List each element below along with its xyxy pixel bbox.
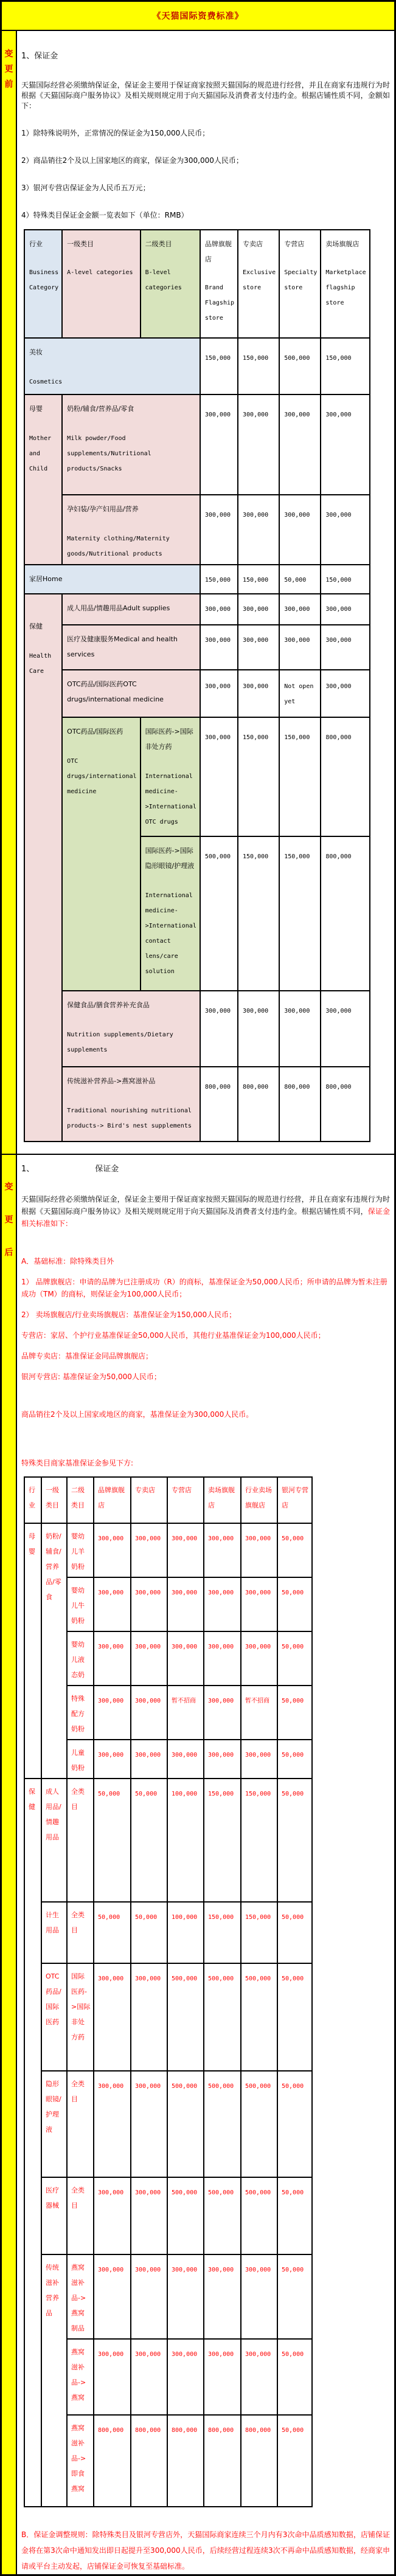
value-cell: 300,000: [241, 2339, 277, 2415]
category-cell: 医疗及健康服务Medical and health services: [62, 625, 200, 670]
header-cell: 一级类目: [41, 1477, 67, 1523]
multi-country-note: 商品销往2个及以上国家或地区的商家，基准保证金为300,000人民币。: [21, 1410, 254, 1419]
table-row: [24, 1963, 312, 2071]
value-cell: 150,000: [238, 717, 279, 836]
value-cell: 50,000: [94, 1902, 131, 1963]
header-cell: 专卖店 Exclusive store: [238, 230, 279, 338]
value-cell: 50,000: [277, 1686, 312, 1740]
value-cell: 300,000: [200, 394, 238, 495]
deposit-intro: [21, 1193, 390, 1230]
category-cell: 孕妇装/孕产妇用品/营养 Maternity clothing/Maternity goods/Nutritional products: [62, 495, 200, 565]
value-cell: 50,000: [277, 1779, 312, 1902]
rule-a-line-2: 2） 卖场旗舰店/行业卖场旗舰店：基准保证金为150,000人民币；: [21, 1310, 237, 1319]
table-row: [24, 670, 370, 717]
table-row: [24, 594, 370, 625]
table-row: [24, 1067, 370, 1142]
table-header-row: [24, 1477, 312, 1523]
rule-a-line-1: 1） 品牌旗舰店：申请的品牌为已注册成功（R）的商标，基准保证金为50,000人民币；所申请的品牌为暂未注册成功（TM）的商标，则保证金为100,000人民币；: [21, 1278, 387, 1298]
value-cell: 500,000: [167, 1963, 204, 2071]
value-cell: 300,000: [321, 394, 369, 495]
section-after-change: [2, 1155, 394, 2574]
value-cell: 300,000: [204, 1631, 241, 1686]
value-cell: 300,000: [241, 1740, 277, 1779]
value-cell: 800,000: [321, 717, 369, 836]
category-cell: 保健食品/膳食营养补充食品 Nutrition supplements/Dietary supplements: [62, 991, 200, 1067]
value-cell: 800,000: [321, 836, 369, 991]
a-level-cell: 传统滋补营养品: [41, 2254, 67, 2507]
b-level-cell: 燕窝滋补品->即食燕窝: [67, 2415, 94, 2507]
table-row: [24, 2071, 312, 2177]
change-marker-before: [2, 31, 17, 1154]
value-cell: 300,000: [131, 1631, 167, 1686]
category-cell: OTC药品/国际医药OTC drugs/international medicine: [62, 670, 200, 717]
value-cell: 300,000: [167, 2339, 204, 2415]
value-cell: 300,000: [131, 1740, 167, 1779]
category-cell: 家居Home: [24, 565, 200, 594]
value-cell: 800,000: [94, 2415, 131, 2507]
value-cell: 800,000: [167, 2415, 204, 2507]
marker-char: 前: [4, 80, 13, 89]
table-row: [24, 565, 370, 594]
header-cell: 专卖店: [131, 1477, 167, 1523]
table-row: [24, 1523, 312, 1577]
deposit-item-2: 2）商品销往2个及以上国家地区的商家，保证金为300,000人民币；: [21, 156, 243, 165]
value-cell: 50,000: [277, 2177, 312, 2254]
value-cell: 300,000: [238, 625, 279, 670]
value-cell: 300,000: [94, 1740, 131, 1779]
value-cell: 800,000: [200, 1067, 238, 1142]
value-cell: 300,000: [200, 495, 238, 565]
header-cell: 二级类目: [67, 1477, 94, 1523]
value-cell: 300,000: [200, 991, 238, 1067]
table-header-row: [24, 230, 370, 338]
value-cell: 300,000: [131, 1523, 167, 1577]
value-cell: 800,000: [238, 1067, 279, 1142]
value-cell: 300,000: [131, 2177, 167, 2254]
value-cell: 150,000: [321, 338, 369, 394]
value-cell: 500,000: [241, 2177, 277, 2254]
value-cell: 300,000: [238, 495, 279, 565]
value-cell: 300,000: [131, 1577, 167, 1631]
value-cell: 50,000: [277, 1523, 312, 1577]
rule-a-title: A．基础标准：除特殊类目外: [21, 1257, 114, 1266]
marker-char: 后: [4, 1248, 13, 1258]
table-row: [24, 625, 370, 670]
b-level-cell: 儿童奶粉: [67, 1740, 94, 1779]
value-cell: 300,000: [241, 1577, 277, 1631]
table-row: [24, 495, 370, 565]
table-row: [24, 1902, 312, 1963]
industry-cell: 母婴: [24, 1523, 41, 1779]
b-level-cell: 特殊配方奶粉: [67, 1686, 94, 1740]
see-below-note: 特殊类目商家基准保证金参见下方:: [21, 1459, 134, 1467]
value-cell: 150,000: [200, 338, 238, 394]
value-cell: 150,000: [200, 565, 238, 594]
value-cell: 300,000: [94, 2177, 131, 2254]
value-cell: 300,000: [200, 670, 238, 717]
b-level-cell: 燕窝滋补品->燕窝: [67, 2339, 94, 2415]
value-cell: 300,000: [204, 2254, 241, 2339]
value-cell: 300,000: [94, 1963, 131, 2071]
header-cell: 卖场旗舰店: [204, 1477, 241, 1523]
rule-a-line-4: 品牌专卖店：基准保证金同品牌旗舰店；: [21, 1352, 153, 1360]
value-cell: 300,000: [321, 670, 369, 717]
value-cell: 50,000: [277, 1902, 312, 1963]
b-level-cell: 燕窝滋补品->燕窝制品: [67, 2254, 94, 2339]
value-cell: 50,000: [131, 1902, 167, 1963]
value-cell: 500,000: [204, 2177, 241, 2254]
b-level-cell: 全类目: [67, 1779, 94, 1902]
table-row: [24, 991, 370, 1067]
value-cell: 300,000: [131, 1963, 167, 2071]
value-cell: 500,000: [241, 1963, 277, 2071]
value-cell: 300,000: [321, 625, 369, 670]
fee-table-before: [24, 229, 370, 1142]
marker-char: 更: [4, 64, 13, 74]
table-row: [24, 717, 370, 836]
heading-text: 保证金: [95, 1165, 119, 1174]
value-cell: 500,000: [167, 2177, 204, 2254]
value-cell: 300,000: [238, 670, 279, 717]
category-cell: 传统滋补营养品->燕窝滋补品 Traditional nourishing nutritional products-> Bird's nest supplements: [62, 1067, 200, 1142]
b-level-cell: 全类目: [67, 1902, 94, 1963]
value-cell: 800,000: [241, 2415, 277, 2507]
value-cell: 150,000: [279, 836, 321, 991]
category-cell: 美妆 Cosmetics: [24, 338, 200, 394]
value-cell: 暂不招商: [241, 1686, 277, 1740]
marker-char: 变: [4, 49, 13, 59]
value-cell: 800,000: [204, 2415, 241, 2507]
value-cell: 300,000: [167, 1523, 204, 1577]
value-cell: 150,000: [204, 1779, 241, 1902]
industry-cell: 保健: [24, 1779, 41, 2507]
deposit-heading: 1、保证金: [21, 52, 58, 61]
value-cell: 100,000: [167, 1902, 204, 1963]
rule-a-line-3: 专营店：家居、个护行业基准保证金50,000人民币，其他行业基准保证金为100,000人民币；: [21, 1331, 325, 1340]
value-cell: 300,000: [200, 717, 238, 836]
table-row: [24, 1577, 312, 1631]
value-cell: 300,000: [167, 1740, 204, 1779]
table-row: [24, 2254, 312, 2339]
title-bar: [2, 2, 394, 31]
value-cell: 300,000: [204, 1686, 241, 1740]
deposit-item-4: 4）特殊类目保证金金额一览表如下（单位：RMB）: [21, 211, 189, 219]
header-cell: 品牌旗舰店 Brand Flagship store: [200, 230, 238, 338]
value-cell: 300,000: [279, 594, 321, 625]
value-cell: 300,000: [279, 991, 321, 1067]
category-cell: 奶粉/辅食/营养品/零食 Milk powder/Food supplements/Nutritional products/Snacks: [62, 394, 200, 495]
table-row: [24, 2415, 312, 2507]
intro-red: 保证金相关标准如下：: [21, 1207, 390, 1228]
value-cell: 300,000: [167, 2254, 204, 2339]
header-cell: 行业卖场旗舰店: [241, 1477, 277, 1523]
header-cell: 卖场旗舰店 Marketplace flagship store: [321, 230, 369, 338]
value-cell: 300,000: [321, 495, 369, 565]
value-cell: 300,000: [131, 2339, 167, 2415]
value-cell: 500,000: [167, 2071, 204, 2177]
value-cell: Not open yet: [279, 670, 321, 717]
value-cell: 300,000: [204, 1740, 241, 1779]
category-cell: 成人用品/情趣用品Adult supplies: [62, 594, 200, 625]
value-cell: 800,000: [131, 2415, 167, 2507]
value-cell: 300,000: [200, 594, 238, 625]
industry-cell: 母婴 Mother and Child: [24, 394, 62, 565]
table-row: [24, 1779, 312, 1902]
value-cell: 500,000: [279, 338, 321, 394]
value-cell: 150,000: [241, 1779, 277, 1902]
header-cell: 一级类目 A-level categories: [62, 230, 140, 338]
a-level-cell: 医疗器械: [41, 2177, 67, 2254]
value-cell: 800,000: [321, 1067, 369, 1142]
marker-char: 变: [4, 1182, 13, 1192]
value-cell: 150,000: [279, 717, 321, 836]
b-level-cell: 国际医药->国际非处方药: [67, 1963, 94, 2071]
value-cell: 300,000: [167, 1631, 204, 1686]
value-cell: 300,000: [279, 495, 321, 565]
value-cell: 300,000: [204, 1523, 241, 1577]
table-row: [24, 1631, 312, 1686]
value-cell: 150,000: [241, 1902, 277, 1963]
b-level-cell: 婴幼儿液态奶: [67, 1631, 94, 1686]
header-cell: 二级类目 B-level categories: [141, 230, 200, 338]
header-cell: 专营店 Specialty store: [279, 230, 321, 338]
change-marker-after: [2, 1155, 17, 2574]
value-cell: 50,000: [277, 1740, 312, 1779]
industry-cell: 保健 Health Care: [24, 594, 62, 1142]
value-cell: 100,000: [167, 1779, 204, 1902]
rule-b-text: B．保证金调整规则：除特殊类目及银河专营店外，天猫国际商家连续三个月内有3次命中品质感知数据，店铺保证金将在第3次命中通知发出即日起提升至300,000人民币，后续经营过程连续3次不再命中品质感知数据，经商家申请或平台主动发起，店铺保证金可恢复至基础标准。: [21, 2530, 390, 2571]
value-cell: 暂不招商: [167, 1686, 204, 1740]
deposit-heading: [21, 1162, 391, 1174]
intro-black: 天猫国际经营必须缴纳保证金，保证金主要用于保证商家按照天猫国际的规范进行经营，并且在商家有违规行为时根据《天猫国际商户服务协议》及相关规则规定用于向天猫国际及消费者支付违约金。根据店铺性质不同，: [21, 1195, 390, 1216]
value-cell: 300,000: [94, 1523, 131, 1577]
value-cell: 300,000: [321, 991, 369, 1067]
value-cell: 50,000: [277, 2071, 312, 2177]
value-cell: 300,000: [94, 1631, 131, 1686]
value-cell: 50,000: [279, 565, 321, 594]
value-cell: 500,000: [204, 1963, 241, 2071]
a-level-cell: 奶粉/辅食/营养品/零食: [41, 1523, 67, 1779]
b-level-cell: 婴幼儿羊奶粉: [67, 1523, 94, 1577]
value-cell: 300,000: [241, 2254, 277, 2339]
b-level-cell: 国际医药->国际非处方药 International medicine->International OTC drugs: [141, 717, 200, 836]
value-cell: 50,000: [277, 1577, 312, 1631]
header-cell: 行业: [24, 1477, 41, 1523]
section-after-content: [17, 1155, 394, 2574]
a-level-cell: OTC药品/国际医药: [41, 1963, 67, 2071]
table-row: [24, 394, 370, 495]
heading-number: 1、: [21, 1165, 35, 1174]
value-cell: 50,000: [277, 2415, 312, 2507]
value-cell: 300,000: [204, 1577, 241, 1631]
value-cell: 300,000: [94, 2071, 131, 2177]
deposit-intro: 天猫国际经营必须缴纳保证金，保证金主要用于保证商家按照天猫国际的规范进行经营，并且在商家有违规行为时根据《天猫国际商户服务协议》及相关规则规定用于向天猫国际及消费者支付违约金。根据店铺性质不同，金额如下：: [21, 81, 390, 110]
value-cell: 300,000: [321, 594, 369, 625]
value-cell: 50,000: [277, 1963, 312, 2071]
value-cell: 300,000: [94, 2339, 131, 2415]
value-cell: 300,000: [238, 594, 279, 625]
value-cell: 300,000: [241, 1523, 277, 1577]
value-cell: 50,000: [277, 2339, 312, 2415]
a-level-cell: 计生用品: [41, 1902, 67, 1963]
value-cell: 300,000: [279, 394, 321, 495]
a-level-cell: 成人用品/情趣用品: [41, 1779, 67, 1902]
header-cell: 品牌旗舰店: [94, 1477, 131, 1523]
table-row: [24, 338, 370, 394]
value-cell: 50,000: [131, 1779, 167, 1902]
value-cell: 300,000: [241, 1631, 277, 1686]
a-level-cell: 隐形眼镜/护理液: [41, 2071, 67, 2177]
value-cell: 50,000: [277, 1631, 312, 1686]
rule-a-line-5: 银河专营店: 基准保证金为50,000人民币；: [21, 1372, 161, 1381]
value-cell: 300,000: [204, 2339, 241, 2415]
section-before-change: [2, 31, 394, 1155]
fee-table-after: [24, 1476, 313, 2507]
value-cell: 500,000: [241, 2071, 277, 2177]
deposit-item-1: 1）除特殊说明外，正常情况的保证金为150,000人民币；: [21, 129, 210, 137]
value-cell: 150,000: [321, 565, 369, 594]
value-cell: 300,000: [238, 991, 279, 1067]
value-cell: 300,000: [200, 625, 238, 670]
value-cell: 150,000: [238, 565, 279, 594]
value-cell: 500,000: [204, 2071, 241, 2177]
value-cell: 500,000: [200, 836, 238, 991]
value-cell: 300,000: [238, 394, 279, 495]
a-level-cell: OTC药品/国际医药 OTC drugs/international medicine: [62, 717, 140, 991]
value-cell: 300,000: [167, 1577, 204, 1631]
b-level-cell: 全类目: [67, 2071, 94, 2177]
table-row: [24, 2339, 312, 2415]
b-level-cell: 全类目: [67, 2177, 94, 2254]
value-cell: 50,000: [277, 2254, 312, 2339]
value-cell: 800,000: [279, 1067, 321, 1142]
table-row: [24, 1740, 312, 1779]
value-cell: 300,000: [131, 2071, 167, 2177]
value-cell: 300,000: [94, 1686, 131, 1740]
header-cell: 专营店: [167, 1477, 204, 1523]
value-cell: 150,000: [204, 1902, 241, 1963]
value-cell: 300,000: [131, 2254, 167, 2339]
value-cell: 150,000: [238, 836, 279, 991]
table-row: [24, 1686, 312, 1740]
value-cell: 300,000: [94, 1577, 131, 1631]
value-cell: 50,000: [94, 1779, 131, 1902]
value-cell: 300,000: [94, 2254, 131, 2339]
table-row: [24, 2177, 312, 2254]
value-cell: 150,000: [238, 338, 279, 394]
header-cell: 银河专营店: [277, 1477, 312, 1523]
page-title: 《天猫国际资费标准》: [152, 12, 244, 21]
marker-char: 更: [4, 1215, 13, 1225]
deposit-item-3: 3）银河专营店保证金为人民币五万元；: [21, 184, 150, 192]
value-cell: 300,000: [279, 625, 321, 670]
b-level-cell: 婴幼儿牛奶粉: [67, 1577, 94, 1631]
value-cell: 300,000: [131, 1686, 167, 1740]
header-cell: 行业 Business Category: [24, 230, 62, 338]
section-before-content: [17, 31, 394, 1154]
b-level-cell: 国际医药->国际隐形眼镜/护理液 International medicine->International contact lens/care solution: [141, 836, 200, 991]
